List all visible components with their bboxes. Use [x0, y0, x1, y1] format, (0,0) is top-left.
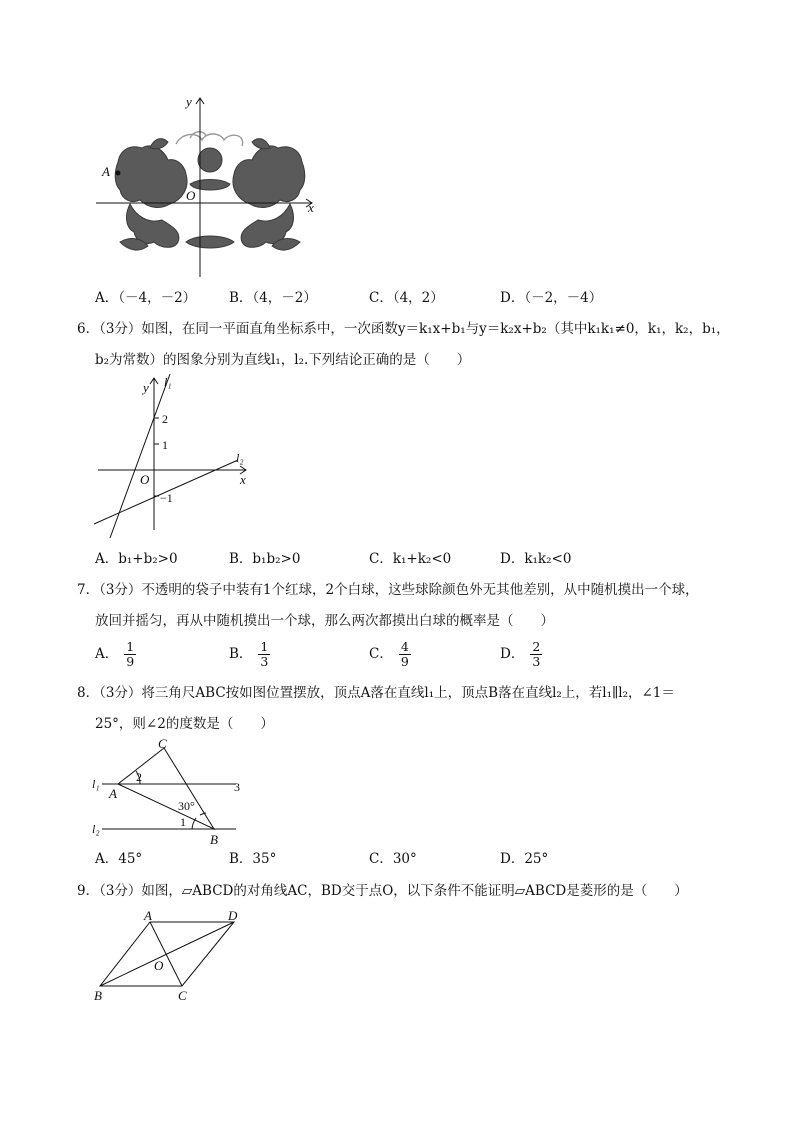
q7-option-a: [95, 640, 136, 669]
q8-stem-line1: 8．（3分）将三角尺ABC按如图位置摆放，顶点A落在直线l₁上，顶点B落在直线l₂上，若l₁∥l₂，∠1＝: [77, 685, 675, 701]
q9-label-d: D: [228, 908, 238, 923]
q7-option-c-letter: C．: [369, 646, 393, 662]
q6-x-label: x: [240, 472, 246, 487]
q7-option-a-num: 1: [126, 639, 135, 654]
q5-option-c: C．（4，2）: [369, 290, 444, 306]
point-a-dot: [116, 171, 121, 176]
q7-option-d-letter: D．: [500, 646, 525, 662]
q9-figure: [88, 906, 258, 1006]
q7-option-b-num: 1: [260, 639, 269, 654]
q7-option-d-den: 3: [532, 654, 541, 669]
q6-option-c: C．k₁+k₂<0: [369, 551, 452, 567]
q9-label-a: A: [144, 908, 152, 923]
q7-option-d: [500, 640, 542, 669]
q7-option-d-fraction: [530, 640, 542, 669]
q7-option-b: [229, 640, 270, 669]
q7-stem-line1: 7．（3分）不透明的袋子中装有1个红球，2个白球，这些球除颜色外无其他差别，从中随机摸出一个球，: [77, 582, 699, 598]
q8-label-l1: l₁: [92, 777, 100, 791]
q6-option-b: B．b₁b₂>0: [229, 551, 301, 567]
q7-option-c-fraction: [399, 640, 411, 669]
q6-l1-label: l₁: [164, 375, 172, 389]
q6-l2-label: l₂: [236, 451, 244, 465]
q5-origin-label: O: [186, 188, 196, 203]
q6-option-a: A．b₁+b₂>0: [95, 551, 178, 567]
q8-figure: [88, 736, 258, 848]
q5-y-label: y: [186, 94, 192, 109]
q6-y-label: y: [143, 380, 149, 395]
q7-stem-line2: 放回并摇匀，再从中随机摸出一个球，那么两次都摸出白球的概率是（ ）: [95, 613, 554, 629]
q5-option-b: B．（4，－2）: [229, 290, 317, 306]
q6-stem-line1: 6．（3分）如图，在同一平面直角坐标系中，一次函数y＝k₁x+b₁与y＝k₂x+b₂（其中k₁k₁≠0，k₁，k₂，b₁，: [77, 321, 730, 337]
dragon-picture: [115, 139, 305, 250]
q5-point-a-label: A: [102, 164, 110, 179]
q8-stem-line2: 25°，则∠2的度数是（ ）: [95, 716, 274, 732]
q5-option-d: D．（－2，－4）: [500, 290, 603, 306]
q7-option-a-den: 9: [126, 654, 135, 669]
q6-tick-1: 1: [162, 438, 168, 452]
q6-tick-neg1: −1: [160, 491, 173, 505]
q7-option-a-fraction: [124, 640, 136, 669]
q6-tick-2: 2: [162, 412, 168, 426]
q7-option-a-letter: A．: [95, 646, 119, 662]
cloud-ornament: [176, 132, 243, 146]
q8-angle-1: 1: [180, 815, 186, 829]
q8-label-c: C: [158, 736, 167, 751]
q9-label-c: C: [178, 988, 187, 1003]
q8-option-d: D．25°: [500, 851, 549, 867]
q7-option-b-letter: B．: [229, 646, 253, 662]
triangle-abc: [118, 748, 214, 829]
q6-option-d: D．k₁k₂<0: [500, 551, 572, 567]
q6-figure: [90, 372, 260, 542]
q8-label-b: B: [210, 832, 218, 847]
q9-stem-line1: 9．（3分）如图，▱ABCD的对角线AC，BD交于点O，以下条件不能证明▱ABCD是菱形的是（ ）: [77, 883, 688, 899]
q5-figure: [90, 92, 330, 282]
q8-label-3: 3: [234, 780, 240, 794]
q7-option-b-fraction: [258, 640, 270, 669]
q8-angle-30: 30°: [178, 799, 195, 813]
q8-label-l2: l₂: [92, 822, 100, 836]
diagonal-bd: [100, 922, 234, 986]
q7-option-c: [369, 640, 411, 669]
q5-x-label: x: [308, 200, 314, 215]
q6-origin-label: O: [140, 472, 150, 487]
q7-option-d-num: 2: [532, 639, 541, 654]
q9-label-b: B: [94, 988, 102, 1003]
q8-option-c: C．30°: [369, 851, 417, 867]
q8-label-a: A: [109, 786, 117, 801]
q7-option-c-num: 4: [400, 639, 409, 654]
q6-stem-line2: b₂为常数）的图象分别为直线l₁，l₂.下列结论正确的是（ ）: [95, 352, 471, 368]
q8-option-b: B．35°: [229, 851, 277, 867]
q9-label-o: O: [154, 958, 164, 973]
q7-option-c-den: 9: [400, 654, 409, 669]
q5-option-a: A．（－4，－2）: [95, 290, 197, 306]
q8-angle-2: 2: [136, 770, 142, 784]
q8-option-a: A．45°: [95, 851, 143, 867]
q7-option-b-den: 3: [260, 654, 269, 669]
